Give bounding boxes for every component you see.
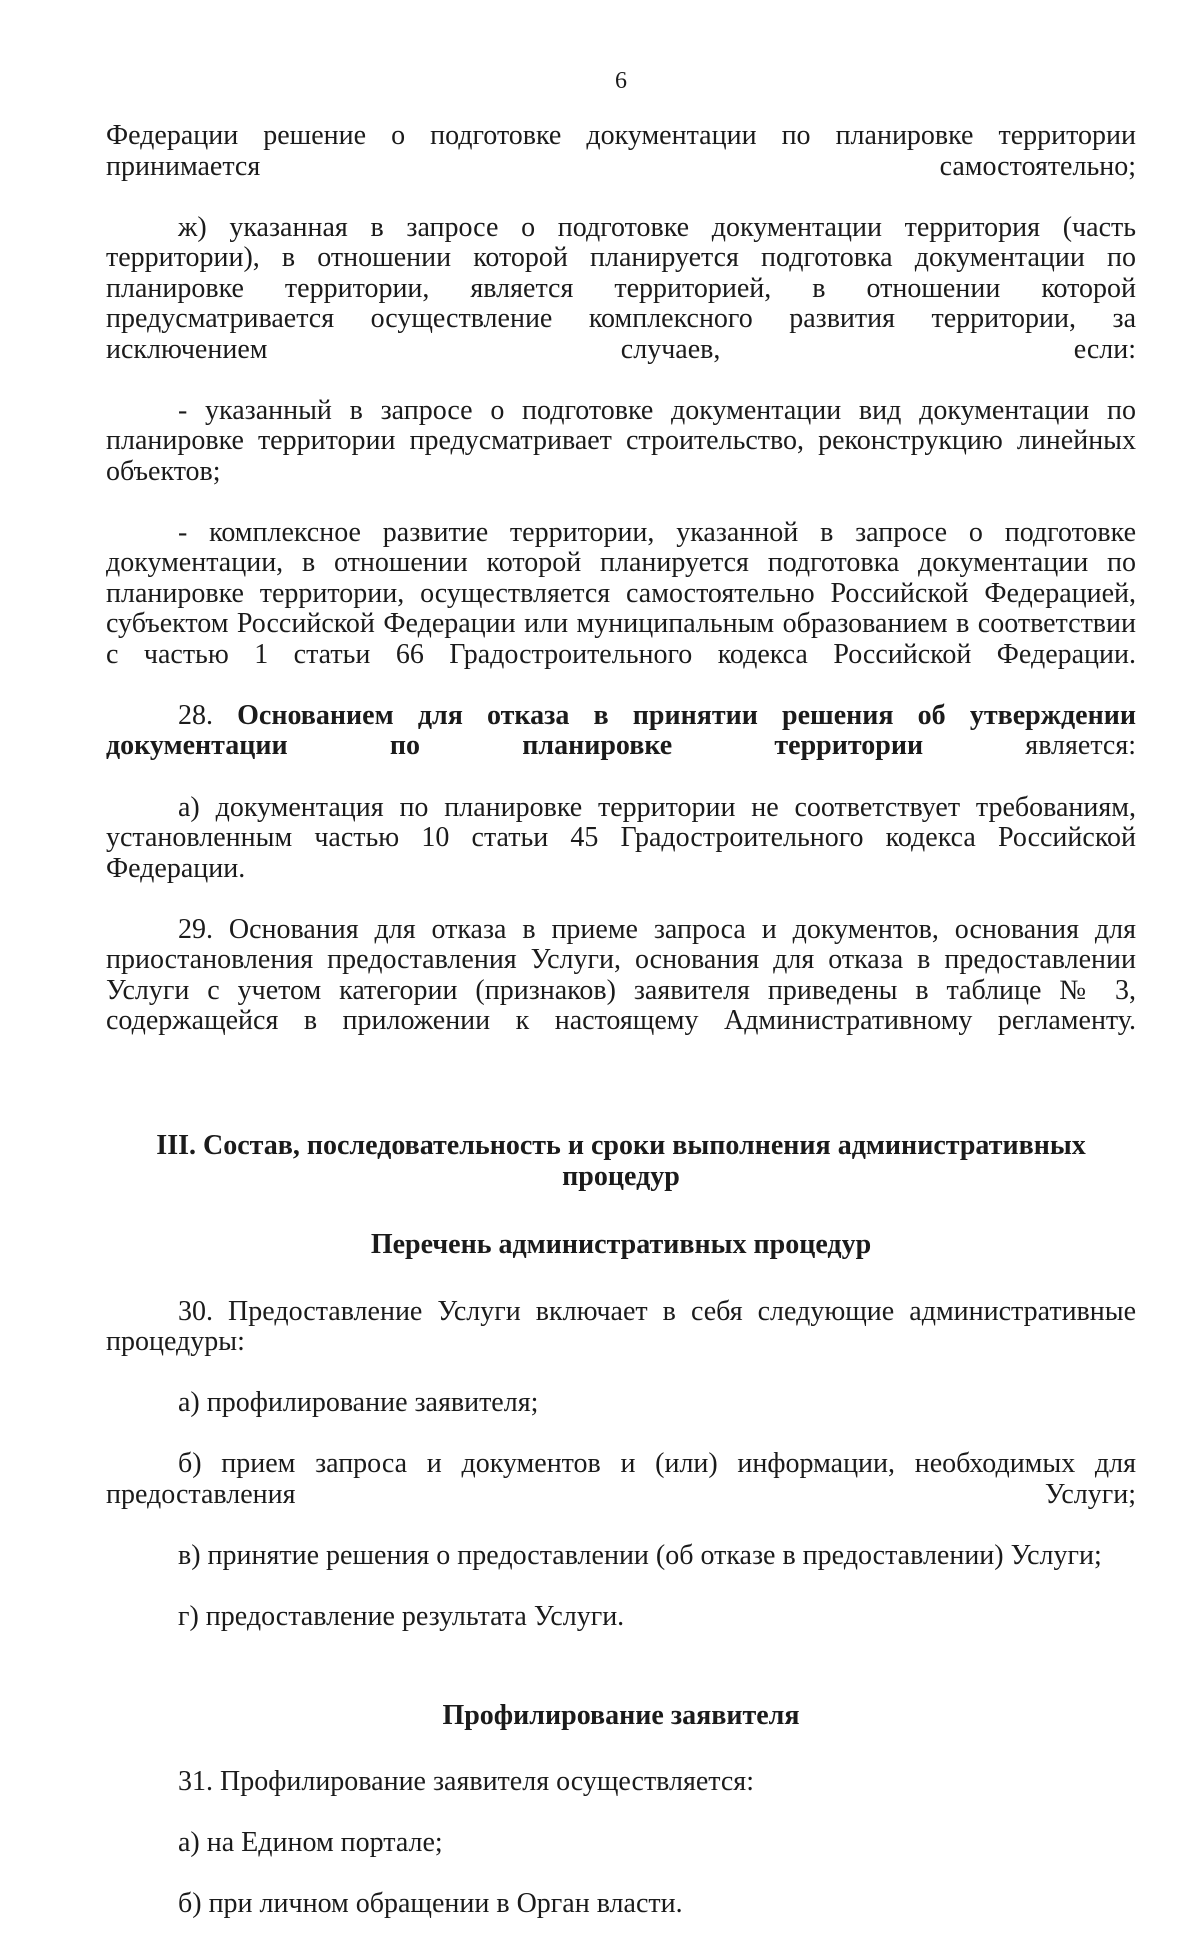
paragraph-item-zh: ж) указанная в запросе о подготовке документации территория (часть территории), в отношении которой планируется подготовка документации по планировке территории, является территорией, в отношении которой предусматривается осуществление комплексного развития территории, за исключением случаев, если: [106,211,1136,365]
spacer [106,1731,1136,1767]
item-28-rest-text: является: [923,730,1136,762]
section-3-title [106,1131,1136,1192]
list-item-31b: б) при личном обращении в Орган власти. [178,1888,683,1920]
item-28-number: 28. [178,699,213,731]
paragraph-federation-decision: Федерации решение о подготовке документации по планировке территории принимается самостоятельно; [106,120,1136,182]
subheading-procedures-list: Перечень административных процедур [370,1229,872,1261]
paragraph-exception-complex-development: - комплексное развитие территории, указанной в запросе о подготовке документации, в отношении которой планируется подготовка документации по планировке территории, осуществляется самостоятельно Российской Федерацией, субъектом Российской Федерации или муниципальным образованием в соответствии с частью 1 статьи 66 Градостроительного кодекса Российской Федерации. [106,516,1136,670]
list-item-30b: б) прием запроса и документов и (или) информации, необходимых для предоставления Услуги; [106,1448,1136,1510]
section-3-title-line-1: III. Состав, последовательность и сроки выполнения административных [156,1130,1086,1162]
paragraph-item-28a: а) документация по планировке территории не соответствует требованиям, установленным частью 10 статьи 45 Градостроительного кодекса Российской Федерации. [106,791,1136,884]
paragraph-exception-linear-objects: - указанный в запросе о подготовке документации вид документации по планировке территории предусматривает строительство, реконструкцию линейных объектов; [106,394,1136,487]
list-item-30v: в) принятие решения о предоставлении (об отказе в предоставлении) Услуги; [178,1539,1102,1571]
list-item-30a: а) профилирование заявителя; [178,1387,539,1419]
paragraph-item-30: 30. Предоставление Услуги включает в себя следующие административные процедуры: [106,1295,1136,1358]
paragraph-item-31: 31. Профилирование заявителя осуществляется: [178,1766,754,1798]
spacer [106,1192,1136,1230]
section-3-title-line-2: процедур [562,1160,680,1192]
subheading-applicant-profiling: Профилирование заявителя [442,1699,800,1731]
item-28-bold-text: Основанием для отказа в принятии решения об утверждении документации по планировке территории [106,699,1136,762]
list-item-30g: г) предоставление результата Услуги. [178,1600,625,1632]
paragraph-item-28 [106,701,1136,793]
list-item-31a: а) на Едином портале; [178,1827,443,1859]
spacer [106,1663,1136,1701]
spacer [106,1261,1136,1297]
spacer [106,1067,1136,1131]
page-number: 6 [615,68,627,94]
paragraph-item-29: 29. Основания для отказа в приеме запроса и документов, основания для приостановления предоставления Услуги, основания для отказа в предоставлении Услуги с учетом категории (признаков) заявителя приведены в таблице № 3, содержащейся в приложении к настоящему Административному регламенту. [106,913,1136,1037]
